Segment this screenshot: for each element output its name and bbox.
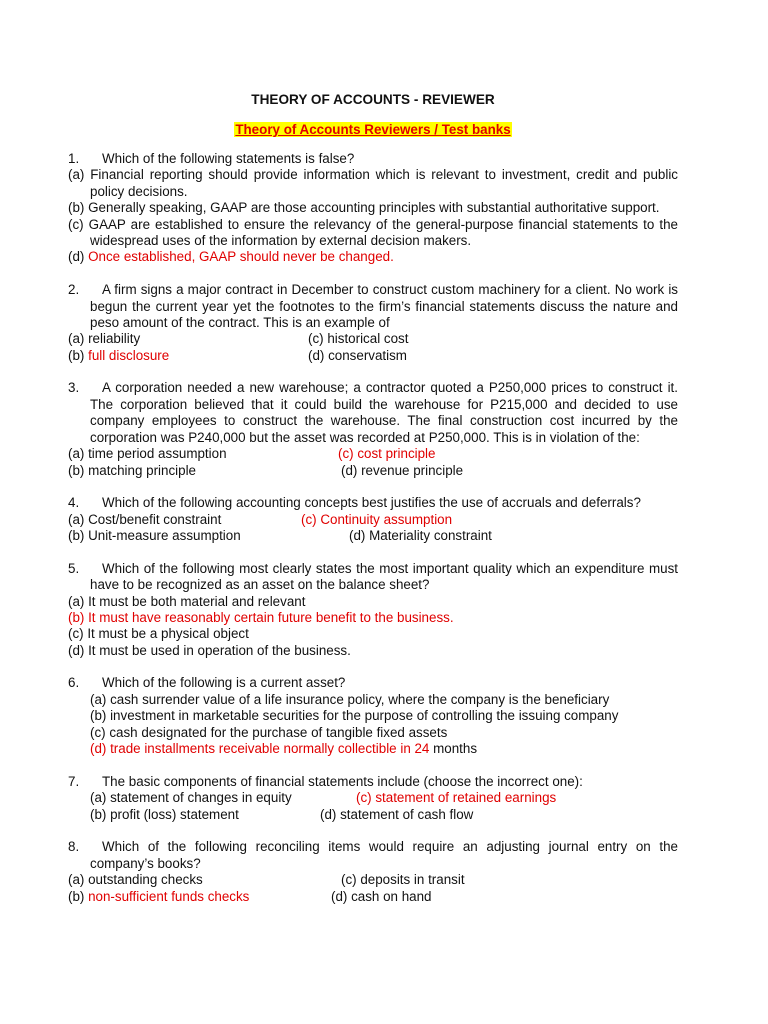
option-b: (b) Generally speaking, GAAP are those accounting principles with substantial authoritative support. [68,200,660,216]
option-b: (b) investment in marketable securities for the purpose of controlling the issuing company [90,708,619,724]
question-number: 1. [68,151,80,166]
question-1 [68,151,678,266]
option-a: (a) It must be both material and relevant [68,593,306,609]
subtitle-link[interactable]: Theory of Accounts Reviewers / Test banks [235,122,511,137]
option-c: (c) It must be a physical object [68,626,249,642]
option-a: (a) Cost/benefit constraint [68,511,222,527]
question-1-stem [68,151,678,167]
options-row-2 [68,807,678,823]
options-row-1 [68,790,678,806]
stem-text: The basic components of financial statements include (choose the incorrect one): [102,773,583,789]
stem-text: Which of the following is a current asset? [102,675,346,691]
question-number: 4. [68,495,80,511]
options-row-1 [68,446,678,462]
correct-answer: (b) It must have reasonably certain future benefit to the business. [68,609,454,625]
option-a: (a) time period assumption [68,446,227,462]
correct-answer: full disclosure [88,347,170,363]
question-3-stem [68,380,678,446]
stem-text: Which of the following accounting concepts best justifies the use of accruals and deferrals? [102,495,641,511]
option-d: (d) It must be used in operation of the business. [68,642,351,658]
options-row-2 [68,348,678,364]
question-number: 2. [68,282,80,298]
question-number: 5. [68,560,80,576]
question-number: 3. [68,380,80,396]
correct-answer: (c) Continuity assumption [301,511,453,527]
stem-text: A firm signs a major contract in December to construct custom machinery for a client. No work is begun the current year yet the footnotes to the firm’s financial statements discuss the nature and peso amount of the contract. This is an example of [90,282,678,330]
option-b [68,348,308,364]
options-row-1 [68,331,678,347]
correct-answer: (d) trade installments receivable normally collectible in 24 [90,741,430,757]
question-4 [68,495,678,544]
option-label: (b) [68,347,89,363]
question-2-stem [68,282,678,331]
question-3 [68,380,678,478]
document-title: THEORY OF ACCOUNTS - REVIEWER [251,92,495,107]
option-a: (a) Financial reporting should provide information which is relevant to investment, credit and public policy decisions. [68,167,678,199]
question-number: 7. [68,773,80,789]
stem-text: Which of the following most clearly states the most important quality which an expenditure must have to be recognized as an asset on the balance sheet? [90,560,678,593]
option-label: (b) [68,888,89,904]
option-c: (c) historical cost [308,331,409,347]
option-a: (a) reliability [68,331,141,347]
question-6 [68,675,678,757]
option-tail: months [429,741,478,757]
option-d [68,741,678,757]
options-row-2 [68,463,678,479]
correct-answer: non-sufficient funds checks [88,888,250,904]
question-8-stem [68,839,678,872]
option-c: (c) cash designated for the purchase of tangible fixed assets [90,724,448,740]
option-d: (d) revenue principle [341,462,464,478]
question-6-stem [68,675,678,691]
stem-text: Which of the following reconciling items would require an adjusting journal entry on the company’s books? [90,839,678,871]
correct-answer: (c) cost principle [338,446,436,462]
option-d: (d) Materiality constraint [349,528,492,544]
question-8 [68,839,678,905]
option-a: (a) statement of changes in equity [90,790,292,806]
document-page [68,92,678,921]
option-a: (a) outstanding checks [68,872,203,888]
question-7 [68,774,678,823]
option-c: (c) GAAP are established to ensure the relevancy of the general-purpose financial statements to the widespread uses of the information by external decision makers. [68,216,678,249]
option-c: (c) deposits in transit [341,872,465,888]
options-row-2 [68,528,678,544]
question-7-stem [68,774,678,790]
option-d: (d) statement of cash flow [320,806,474,822]
options-row-2 [68,889,678,905]
subtitle-container [68,122,678,137]
question-4-stem [68,495,678,511]
correct-answer: Once established, GAAP should never be changed. [88,249,394,265]
option-b: (b) matching principle [68,462,197,478]
correct-answer: (c) statement of retained earnings [356,790,557,806]
options-row-1 [68,512,678,528]
question-number: 8. [68,839,80,855]
question-5 [68,561,678,659]
option-d: (d) conservatism [308,347,407,363]
question-number: 6. [68,675,80,691]
option-d: (d) cash on hand [331,888,432,904]
option-b: (b) profit (loss) statement [90,806,239,822]
option-a: (a) cash surrender value of a life insurance policy, where the company is the beneficiary [90,691,610,707]
question-5-stem [68,561,678,594]
question-2 [68,282,678,364]
stem-text: A corporation needed a new warehouse; a contractor quoted a P250,000 prices to construct it. The corporation believed that it could build the warehouse for P215,000 and decided to use company employees to construct the warehouse. The final construction cost incurred by the corporation was P240,000 but the asset was recorded at P250,000. This is in violation of the: [90,380,678,445]
options-row-1 [68,872,678,888]
option-b: (b) Unit-measure assumption [68,528,241,544]
option-b [68,889,331,905]
option-label: (d) [68,249,89,265]
option-d [68,249,678,265]
stem-text: Which of the following statements is false? [102,151,355,166]
